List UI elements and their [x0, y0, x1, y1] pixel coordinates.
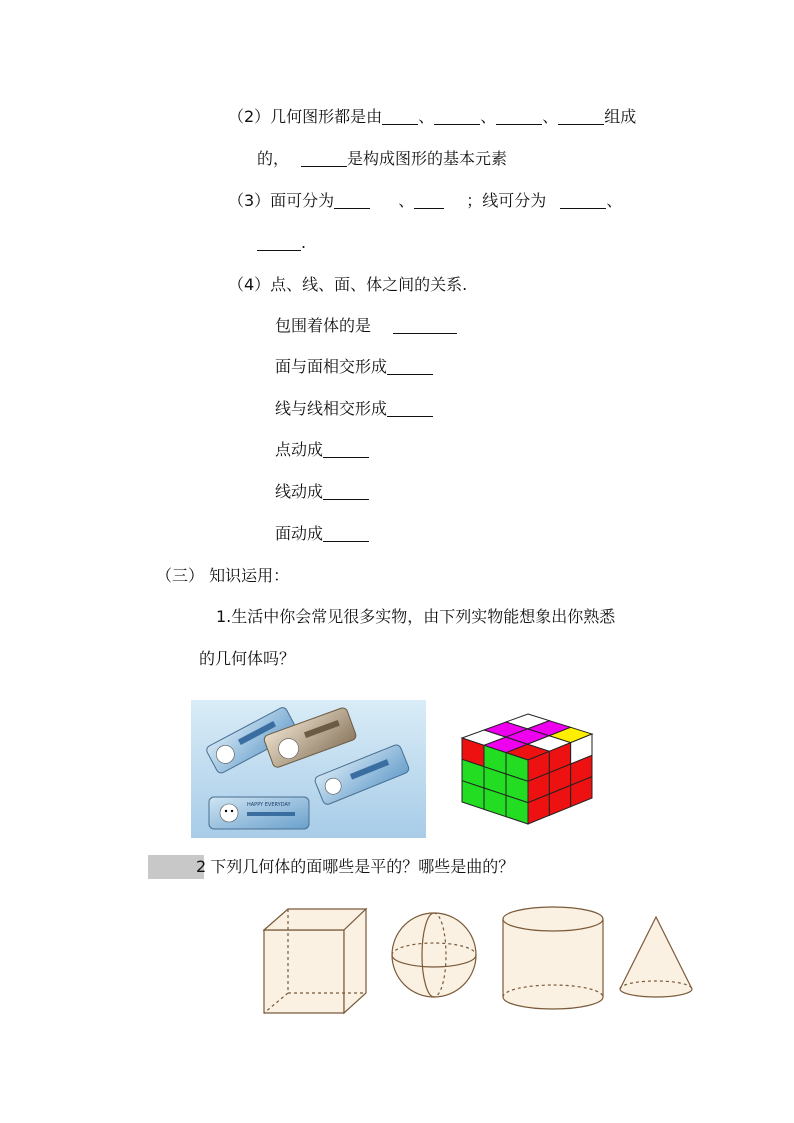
blank-q4-5[interactable]	[323, 483, 369, 500]
knowledge-q2	[196, 856, 514, 878]
q4-item-label: 面动成	[275, 524, 324, 543]
question-2-text-end: 组成	[604, 107, 637, 126]
semicolon: ；	[466, 191, 483, 210]
separator: 、	[606, 191, 623, 210]
q4-item-label: 面与面相交形成	[275, 357, 388, 376]
sphere-solid	[392, 913, 476, 997]
solids-illustration	[258, 905, 698, 1020]
blank-line-type-1[interactable]	[560, 192, 606, 209]
q4-item-label: 包围着体的是	[275, 316, 372, 335]
cylinder-solid	[503, 907, 603, 1009]
question-3-text-line: 线可分为	[482, 191, 547, 210]
question-2-text-de: 的，	[257, 149, 290, 168]
q4-item-1	[275, 315, 457, 337]
knowledge-q2-number: 2	[196, 857, 207, 876]
svg-text:HAPPY EVERYDAY: HAPPY EVERYDAY	[247, 802, 291, 808]
cone-solid	[620, 917, 692, 997]
question-4-title: （4）点、线、面、体之间的关系.	[228, 275, 468, 294]
separator: 、	[480, 107, 497, 126]
blank-q4-6[interactable]	[323, 525, 369, 542]
question-2-text: （2）几何图形都是由	[228, 107, 383, 126]
blank-q4-2[interactable]	[387, 358, 433, 375]
blank-line-type-2[interactable]	[257, 234, 301, 251]
q4-item-label: 线与线相交形成	[275, 399, 388, 418]
question-2-line-1	[228, 106, 636, 128]
q4-item-3	[275, 398, 433, 420]
separator: 、	[542, 107, 559, 126]
rubiks-cube-illustration	[458, 700, 598, 830]
q4-item-label: 线动成	[275, 482, 324, 501]
q4-item-2	[275, 356, 433, 378]
question-3-line-1	[228, 190, 622, 212]
blank-surface-type-1[interactable]	[334, 192, 370, 209]
separator: 、	[418, 107, 435, 126]
blank-q4-4[interactable]	[323, 441, 369, 458]
blank-element-1[interactable]	[382, 108, 418, 125]
blank-surface-type-2[interactable]	[414, 192, 444, 209]
blank-element-2[interactable]	[434, 108, 480, 125]
blank-basic-element[interactable]	[301, 150, 347, 167]
question-2-text-tail: 是构成图形的基本元素	[347, 149, 508, 168]
blank-q4-3[interactable]	[387, 400, 433, 417]
period: .	[301, 233, 307, 252]
section-3-heading: （三） 知识运用：	[156, 566, 290, 585]
pencil-case-photo	[191, 700, 426, 838]
q4-item-5	[275, 481, 369, 503]
q4-item-4	[275, 439, 369, 461]
question-2-line-2	[257, 148, 507, 170]
separator: 、	[398, 191, 415, 210]
q4-item-label: 点动成	[275, 440, 324, 459]
knowledge-q1-line-2: 的几何体吗？	[199, 649, 296, 668]
knowledge-q1-line-1: 1.生活中你会常见很多实物，由下列实物能想象出你熟悉	[216, 607, 616, 626]
blank-element-3[interactable]	[496, 108, 542, 125]
question-3-text: （3）面可分为	[228, 191, 335, 210]
blank-q4-1[interactable]	[393, 317, 457, 334]
cube-solid	[264, 909, 366, 1013]
question-3-line-2	[257, 232, 306, 254]
knowledge-q2-text: 下列几何体的面哪些是平的？哪些是曲的？	[210, 857, 515, 876]
q4-item-6	[275, 523, 369, 545]
blank-element-4[interactable]	[558, 108, 604, 125]
